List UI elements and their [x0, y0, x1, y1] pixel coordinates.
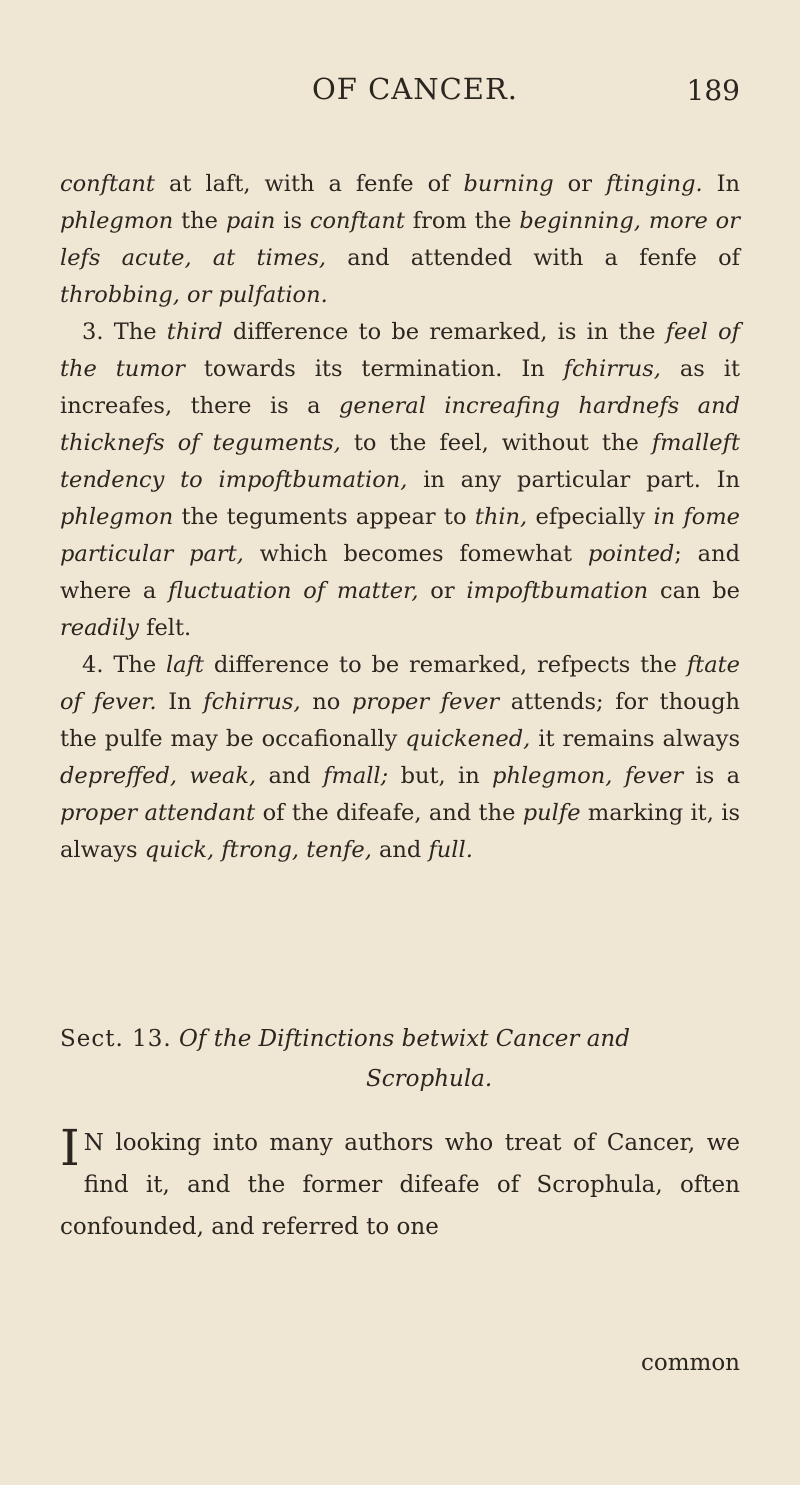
- italic-text: impoftbumation: [466, 578, 649, 604]
- italic-text: quick, ftrong, tenfe,: [144, 837, 372, 863]
- italic-text: fmalleft tendency to impoftbumation,: [60, 430, 740, 493]
- italic-text: burning: [463, 171, 554, 197]
- text-run: difference to be remarked, refpects the: [203, 652, 687, 678]
- intro-text: N looking into many authors who treat of Cancer, we find it, and the former difeafe of Scrophula, often confounded, and referred to one: [60, 1130, 740, 1240]
- text-run: In: [702, 171, 741, 197]
- italic-text: general increafing hardnefs and thicknefs of teguments,: [60, 393, 740, 456]
- text-run: in any particular part. In: [407, 467, 740, 493]
- italic-text: pointed: [587, 541, 675, 567]
- text-run: the teguments appear to: [173, 504, 475, 530]
- page-number: 189: [686, 74, 740, 107]
- text-run: 4. The: [82, 652, 166, 678]
- text-run: to the feel, without the: [340, 430, 652, 456]
- italic-text: pain: [225, 208, 276, 234]
- section-heading: [60, 1019, 740, 1099]
- text-run: no: [300, 689, 352, 715]
- italic-text: conftant: [60, 171, 155, 197]
- paragraph: [60, 166, 740, 314]
- text-run: ; and where a: [60, 541, 740, 604]
- text-run: but, in: [388, 763, 493, 789]
- text-run: is: [275, 208, 310, 234]
- italic-text: phlegmon, fever: [492, 763, 684, 789]
- italic-text: conftant: [309, 208, 405, 234]
- text-run: or: [418, 578, 467, 604]
- italic-text: thin,: [474, 504, 528, 530]
- text-run: it remains always: [530, 726, 741, 752]
- text-run: of the difeafe, and the: [255, 800, 523, 826]
- text-run: or: [553, 171, 606, 197]
- text-run: marking it, is always: [60, 800, 740, 863]
- italic-text: feel of the tumor: [60, 319, 740, 382]
- text-run: the: [173, 208, 226, 234]
- drop-cap: I: [60, 1119, 80, 1177]
- text-run: efpecially: [527, 504, 654, 530]
- page-header: [90, 72, 740, 112]
- italic-text: full.: [428, 837, 473, 863]
- italic-text: fmall;: [323, 763, 389, 789]
- text-run: felt.: [139, 615, 192, 641]
- section-intro-paragraph: [60, 1119, 740, 1248]
- text-run: is a: [683, 763, 741, 789]
- text-run: In: [156, 689, 204, 715]
- catchword: common: [640, 1350, 740, 1376]
- italic-text: proper attendant: [60, 800, 256, 826]
- italic-text: ftinging.: [605, 171, 703, 197]
- italic-text: fluctuation of matter,: [168, 578, 419, 604]
- text-run: difference to be remarked, is in the: [222, 319, 666, 345]
- italic-text: fchirrus,: [203, 689, 301, 715]
- italic-text: proper fever: [351, 689, 500, 715]
- text-run: attends; for though the pulfe may be occafionally: [60, 689, 741, 752]
- text-run: and: [256, 763, 324, 789]
- italic-text: quickened,: [405, 726, 531, 752]
- text-run: and: [371, 837, 429, 863]
- italic-text: laft: [165, 652, 204, 678]
- italic-text: phlegmon: [60, 504, 174, 530]
- italic-text: throbbing, or pulfation.: [60, 282, 328, 308]
- text-run: can be: [648, 578, 740, 604]
- text-run: as it increafes, there is a: [60, 356, 740, 419]
- section-title-line2: Scrophula.: [366, 1066, 493, 1092]
- section-label: Sect. 13.: [60, 1026, 172, 1052]
- italic-text: fchirrus,: [563, 356, 661, 382]
- italic-text: readily: [60, 615, 139, 641]
- italic-text: beginning, more or lefs acute, at times,: [60, 208, 740, 271]
- body-text: [60, 166, 740, 869]
- italic-text: depreffed, weak,: [60, 763, 257, 789]
- text-run: 3. The: [82, 319, 167, 345]
- italic-text: third: [166, 319, 223, 345]
- italic-text: in fome particular part,: [60, 504, 740, 567]
- paragraph: [60, 647, 740, 869]
- italic-text: phlegmon: [60, 208, 174, 234]
- italic-text: ftate of fever.: [60, 652, 740, 715]
- paragraph: [60, 314, 740, 647]
- text-run: at laft, with a fenfe of: [154, 171, 464, 197]
- italic-text: pulfe: [522, 800, 581, 826]
- text-run: and attended with a fenfe of: [326, 245, 741, 271]
- text-run: towards its termination. In: [184, 356, 564, 382]
- text-run: which becomes fomewhat: [243, 541, 588, 567]
- section-title-line1: Of the Diftinctions betwixt Cancer and: [179, 1026, 630, 1052]
- running-head: OF CANCER.: [311, 72, 519, 106]
- text-run: from the: [404, 208, 520, 234]
